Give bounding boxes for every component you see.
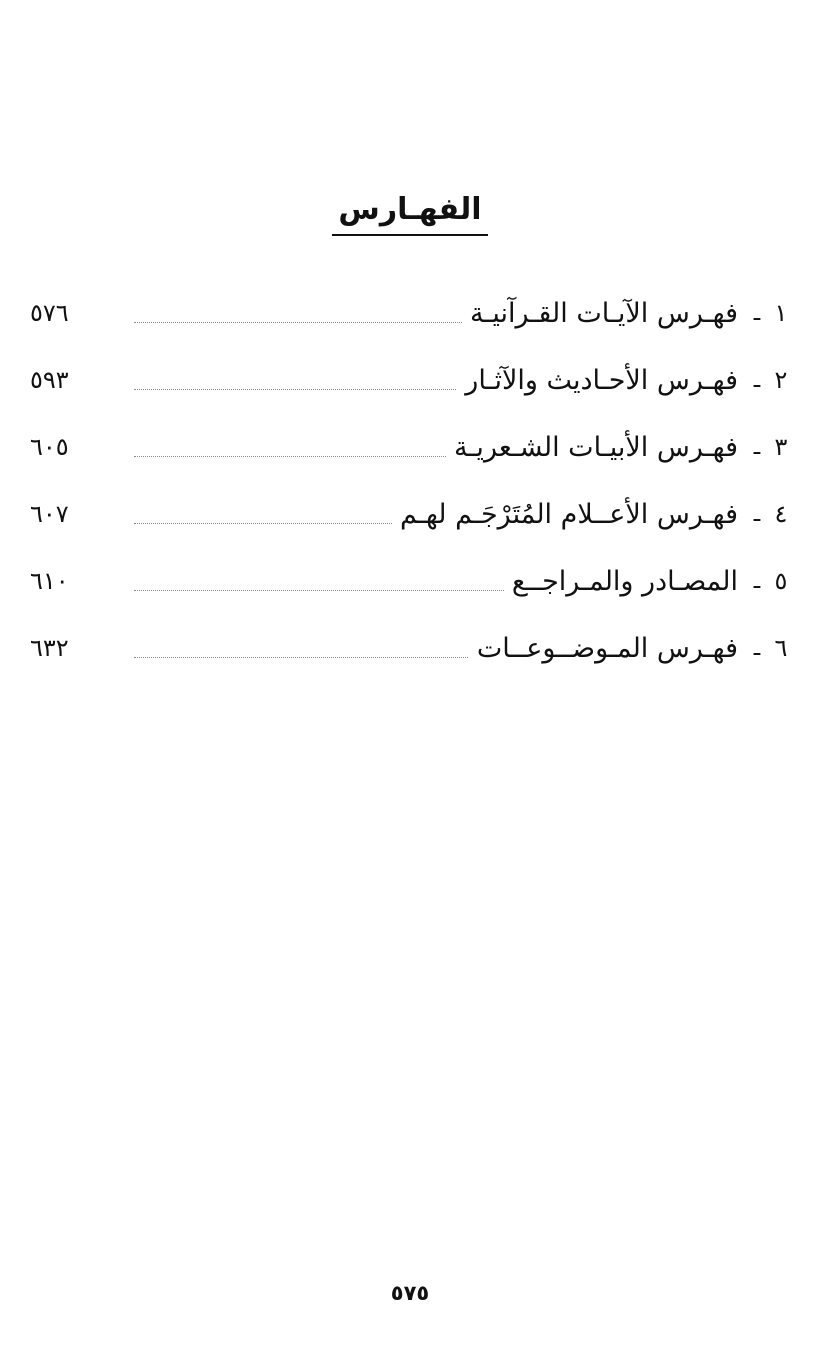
- table-of-contents: [30, 293, 792, 695]
- entry-number: ٦: [774, 634, 788, 662]
- entry-number: ١: [774, 299, 788, 327]
- toc-entry-text: [446, 427, 792, 467]
- entry-page-number: ٦٣٢: [30, 634, 69, 662]
- entry-dash: ـ: [753, 568, 761, 594]
- entry-label: فهـرس الأبيـات الشـعريـة: [454, 431, 738, 463]
- toc-entry-text: [469, 628, 792, 668]
- page-folio: ٥٧٥: [390, 1281, 430, 1305]
- toc-entry: [30, 360, 792, 427]
- toc-entry-text: [504, 561, 792, 601]
- entry-page-number: ٥٧٦: [30, 299, 69, 327]
- toc-entry: [30, 561, 792, 628]
- entry-dash: ـ: [753, 434, 761, 460]
- entry-label: فهـرس الأحـاديث والآثـار: [465, 364, 738, 396]
- entry-page-number: ٥٩٣: [30, 366, 69, 394]
- toc-entry: [30, 494, 792, 561]
- entry-label: فهـرس المـوضــوعــات: [476, 632, 738, 664]
- toc-entry: [30, 427, 792, 494]
- entry-label: المصـادر والمـراجــع: [511, 565, 738, 597]
- toc-entry: [30, 628, 792, 695]
- entry-dash: ـ: [753, 501, 761, 527]
- toc-entry: [30, 293, 792, 360]
- toc-entry-text: [392, 494, 792, 534]
- entry-number: ٣: [774, 433, 788, 461]
- entry-page-number: ٦٠٥: [30, 433, 69, 461]
- entry-dash: ـ: [753, 635, 761, 661]
- entry-label: فهـرس الأعــلام المُتَرْجَـم لهـم: [399, 498, 738, 530]
- entry-label: فهـرس الآيـات القـرآنيـة: [470, 297, 738, 329]
- title-block: [0, 190, 820, 236]
- entry-page-number: ٦٠٧: [30, 500, 69, 528]
- entry-number: ٢: [774, 366, 788, 394]
- entry-number: ٤: [774, 500, 788, 528]
- page-title: الفهـارس: [332, 190, 487, 236]
- toc-entry-text: [462, 293, 792, 333]
- entry-dash: ـ: [753, 300, 761, 326]
- entry-dash: ـ: [753, 367, 761, 393]
- entry-number: ٥: [774, 567, 788, 595]
- toc-entry-text: [457, 360, 792, 400]
- entry-page-number: ٦١٠: [30, 567, 69, 595]
